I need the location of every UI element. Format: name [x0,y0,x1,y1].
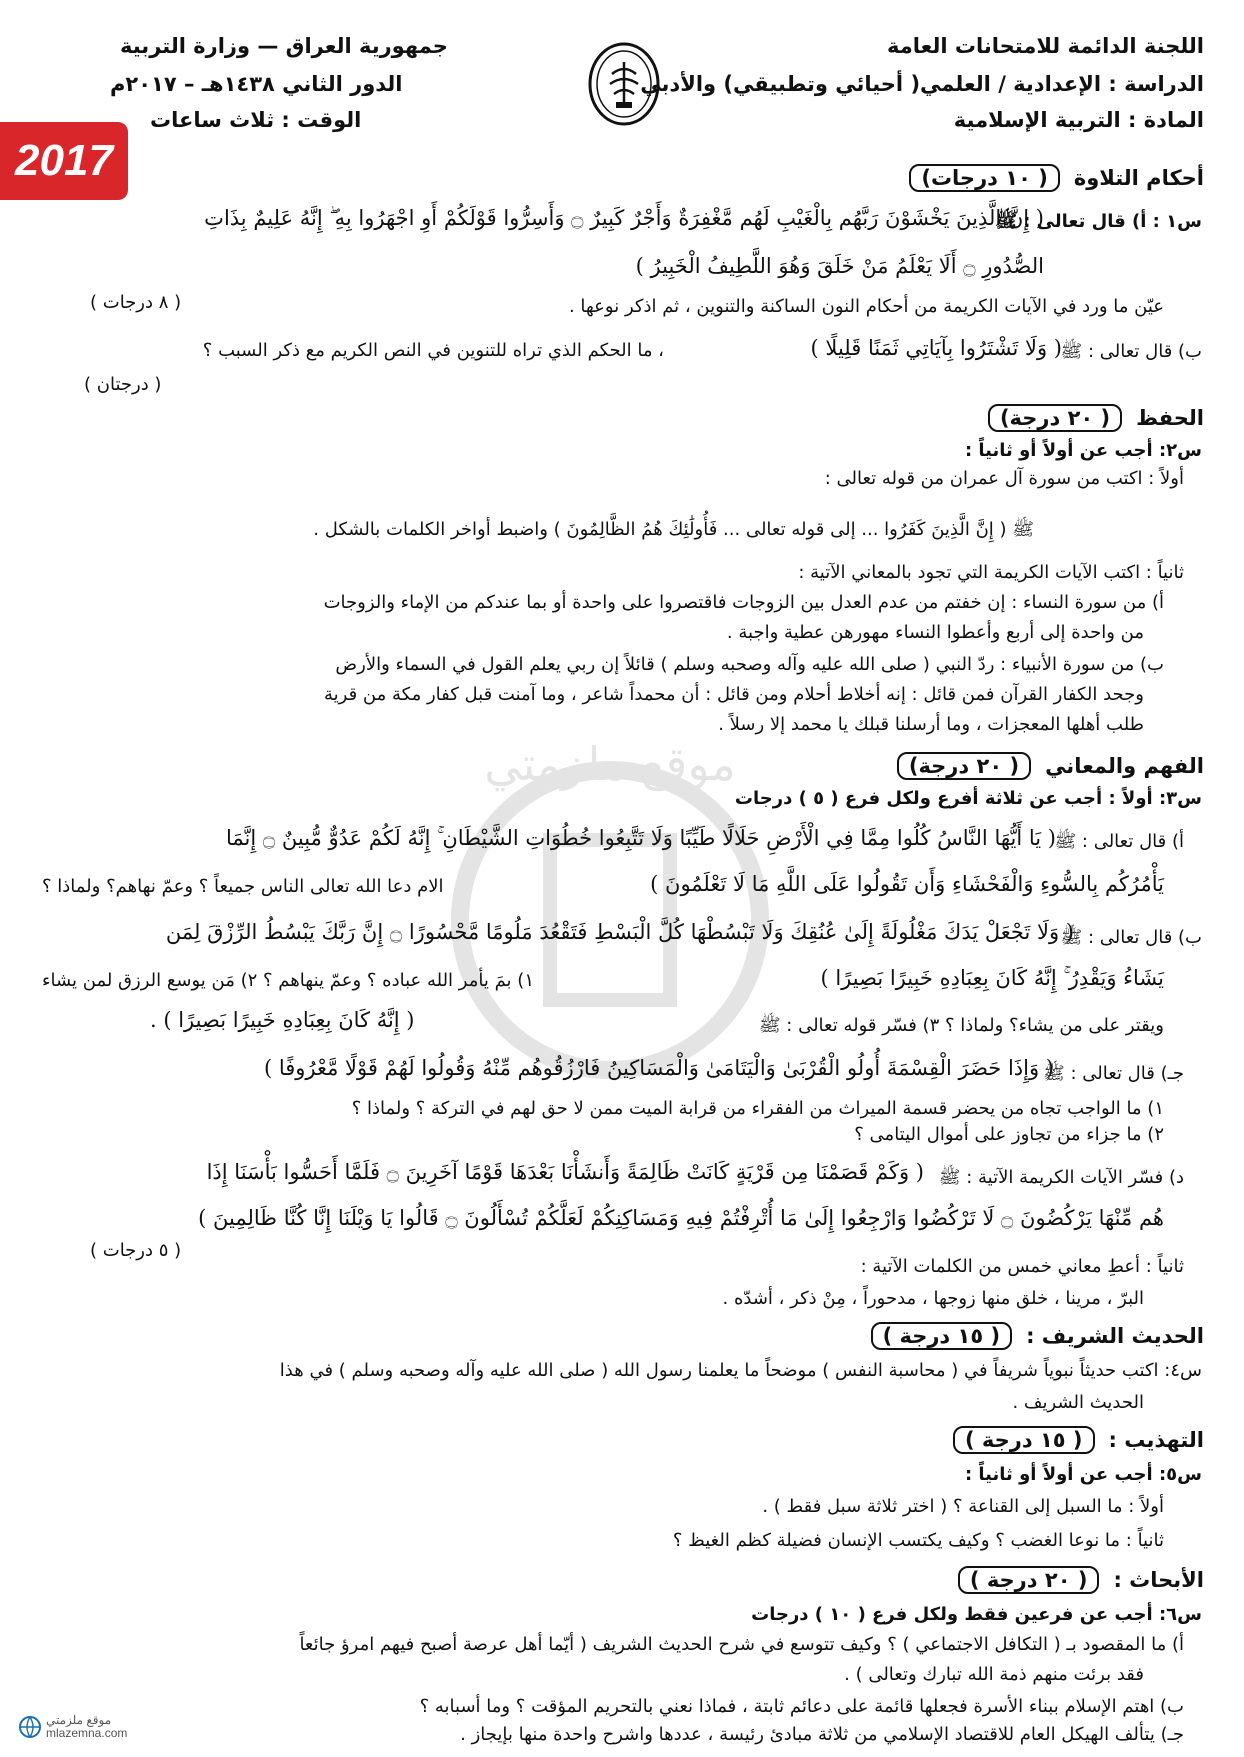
globe-icon [18,1715,42,1739]
q1a-verse-line1: ( إِنَّ الَّذِينَ يَخْشَوْنَ رَبَّهُم بِالْغَيْبِ لَهُم مَّغْفِرَةٌ وَأَجْرٌ كَبِيرٌ ۝ وَأَسِرُّوا قَوْلَكُمْ أَوِ اجْهَرُوا بِهِ ۖ إِنَّهُ عَلِيمٌ بِذَاتِ [204,206,1044,230]
q3a-task: الام دعا الله تعالى الناس جميعاً ؟ وعمّ نهاهم؟ ولماذا ؟ [42,876,444,897]
q3-second: ثانياً : أعطِ معاني خمس من الكلمات الآتية : [860,1256,1184,1277]
q3b-verse-line1: ( وَلَا تَجْعَلْ يَدَكَ مَغْلُولَةً إِلَىٰ عُنُقِكَ وَلَا تَبْسُطْهَا كُلَّ الْبَسْطِ فَتَقْعُدَ مَلُومًا مَّحْسُورًا ۝ إِنَّ رَبَّكَ يَبْسُطُ الرِّزْقَ لِمَن [165,920,1074,944]
q6-question: س٦: أجب عن فرعين فقط ولكل فرع ( ١٠ ) درجات [751,1604,1202,1625]
site-name-en: mlazemna.com [46,1726,128,1740]
subject-name: المادة : التربية الإسلامية [953,108,1204,132]
section-marks: ( ١٥ درجة ) [871,1322,1013,1350]
q3b-verse-line2: يَشَاءُ وَيَقْدِرُ ۚ إِنَّهُ كَانَ بِعِبَادِهِ خَبِيرًا بَصِيرًا ) [820,966,1164,990]
q3-question: س٣: أولاً : أجب عن ثلاثة أفرع ولكل فرع ( ٥ ) درجات [734,788,1202,809]
q6-c: جـ) يتألف الهيكل العام للاقتصاد الإسلامي من ثلاثة مبادئ رئيسة ، عددها واشرح واحدة منها بإيجاز . [460,1724,1184,1745]
q2-b-line3: طلب أهلها المعجزات ، وما أرسلنا قبلك يا محمد إلا رسلاً . [718,714,1144,735]
section-marks: ( ١٥ درجة ) [953,1426,1095,1454]
section-marks: ( ٢٠ درجة) [897,752,1031,780]
q2-a-line2: من واحدة إلى أربع وأعطوا النساء مهورهن عطية واجبة . [726,622,1144,643]
q2-b-line2: وجحد الكفار القرآن فمن قائل : إنه أخلاط أحلام ومن قائل : أن محمداً شاعر ، وما آمنت قبل كفار مكة من قرية [324,684,1144,705]
section-title-hadith: الحديث الشريف :( ١٥ درجة ) [871,1322,1204,1350]
year-badge: 2017 [0,122,128,200]
q3c-intro: جـ) قال تعالى : ﷺ [1043,1063,1184,1084]
q2-second: ثانياً : اكتب الآيات الكريمة التي تجود بالمعاني الآتية : [798,562,1184,583]
q3d-verse-line2: هُم مِّنْهَا يَرْكُضُونَ ۝ لَا تَرْكُضُوا وَارْجِعُوا إِلَىٰ مَا أُتْرِفْتُمْ فِيهِ وَمَسَاكِنِكُمْ لَعَلَّكُمْ تُسْأَلُونَ ۝ قَالُوا يَا وَيْلَنَا إِنَّا كُنَّا ظَالِمِينَ ) [198,1206,1164,1230]
q3a-intro: أ) قال تعالى : ﷺ [1054,831,1184,852]
committee-name: اللجنة الدائمة للامتحانات العامة [887,34,1204,58]
section-title-understanding: الفهم والمعاني( ٢٠ درجة) [897,752,1204,780]
q3-words: البرّ ، مرينا ، خلق منها زوجها ، مدحوراً ، مِنْ ذكر ، أشدّه . [722,1288,1144,1309]
site-watermark [430,720,790,1100]
q2-first: أولاً : اكتب من سورة آل عمران من قوله تعالى : [824,468,1184,489]
section-marks: ( ٢٠ درجة ) [958,1566,1100,1594]
q1b-marks: ( درجتان ) [84,374,162,395]
q4-line2: الحديث الشريف . [1012,1392,1144,1413]
section-marks: ( ٢٠ درجة) [988,404,1122,432]
section-title-research: الأبحاث :( ٢٠ درجة ) [958,1566,1204,1594]
study-branch: الدراسة : الإعدادية / العلمي( أحيائي وتطبيقي) والأدبي [640,72,1204,96]
section-title-memorization: الحفظ( ٢٠ درجة) [988,404,1204,432]
q1a-intro: س١ : أ) قال تعالى : ﷺ [995,211,1202,232]
q1a-marks: ( ٨ درجات ) [90,292,182,313]
watermark-text: موقع ملزمتي [484,737,736,791]
q3b-task1: ١) بمَ يأمر الله عباده ؟ وعمّ ينهاهم ؟ ٢) مَن يوسع الرزق لمن يشاء [42,970,534,991]
q1b-task: ، ما الحكم الذي تراه للتنوين في النص الكريم مع ذكر السبب ؟ [202,340,664,361]
q1a-task: عيّن ما ورد في الآيات الكريمة من أحكام النون الساكنة والتنوين ، ثم اذكر نوعها . [568,296,1164,317]
q3b-task2-verse: ( إِنَّهُ كَانَ بِعِبَادِهِ خَبِيرًا بَصِيرًا ) . [150,1008,415,1032]
q5-second: ثانياً : ما نوعا الغضب ؟ وكيف يكتسب الإنسان فضيلة كظم الغيظ ؟ [672,1530,1164,1551]
q3a-verse-line2: يَأْمُرُكُم بِالسُّوءِ وَالْفَحْشَاءِ وَأَن تَقُولُوا عَلَى اللَّهِ مَا لَا تَعْلَمُونَ ) [650,872,1164,896]
section-marks: ( ١٠ درجات) [909,164,1059,192]
q4-line1: س٤: اكتب حديثاً نبوياً شريفاً في ( محاسبة النفس ) موضحاً ما يعلمنا رسول الله ( صلى الله عليه وآله وصحبه وسلم ) في هذا [279,1360,1202,1381]
q6-b: ب) اهتم الإسلام ببناء الأسرة فجعلها قائمة على دعائم ثابتة ، فماذا نعني بالتحريم المؤقت ؟ وما أسبابه ؟ [419,1696,1184,1717]
q5-question: س٥: أجب عن أولاً أو ثانياً : [964,1464,1202,1485]
ministry-emblem-icon [586,40,662,128]
q3d-intro: د) فسّر الآيات الكريمة الآتية : ﷺ [938,1167,1184,1188]
q3b-intro: ب) قال تعالى : ﷺ [1060,927,1202,948]
q3d-verse-line1: ( وَكَمْ قَصَمْنَا مِن قَرْيَةٍ كَانَتْ ظَالِمَةً وَأَنشَأْنَا بَعْدَهَا قَوْمًا آخَرِينَ ۝ فَلَمَّا أَحَسُّوا بَأْسَنَا إِذَا [206,1160,924,1184]
q3c-task2: ٢) ما جزاء من تجاوز على أموال اليتامى ؟ [854,1124,1164,1145]
site-logo [18,1714,127,1740]
republic-ministry: جمهورية العراق — وزارة التربية [120,34,448,58]
q2-b-line1: ب) من سورة الأنبياء : ردّ النبي ( صلى الله عليه وآله وصحبه وسلم ) قائلاً إن ربي يعلم القول في السماء والأرض [335,654,1164,675]
q3a-verse-line1: ( يَا أَيُّهَا النَّاسُ كُلُوا مِمَّا فِي الْأَرْضِ حَلَالًا طَيِّبًا وَلَا تَتَّبِعُوا خُطُوَاتِ الشَّيْطَانِ ۚ إِنَّهُ لَكُمْ عَدُوٌّ مُّبِينٌ ۝ إِنَّمَا [226,826,1056,850]
q6-a-line1: أ) ما المقصود بـ ( التكافل الاجتماعي ) ؟ وكيف تتوسع في شرح الحديث الشريف ( أيّما أهل عرصة أصبح فيهم امرؤ جائعاً [299,1634,1184,1655]
q6-a-line2: فقد برئت منهم ذمة الله تبارك وتعالى ) . [844,1664,1144,1685]
exam-session: الدور الثاني ١٤٣٨هـ – ٢٠١٧م [110,72,403,96]
q5-first: أولاً : ما السبل إلى القناعة ؟ ( اختر ثلاثة سبل فقط ) . [762,1496,1164,1517]
q3b-task2: ويقتر على من يشاء؟ ولماذا ؟ ٣) فسّر قوله تعالى : ﷺ [758,1015,1164,1036]
q2-first-verse: ﷺ ( إِنَّ الَّذِينَ كَفَرُوا ... إلى قوله تعالى ... فَأُولَٰئِكَ هُمُ الظَّالِمُونَ ) واضبط أواخر الكلمات بالشكل . [313,519,1034,540]
q1b-intro: ب) قال تعالى : ﷺ [1060,341,1202,362]
q3-second-marks: ( ٥ درجات ) [90,1240,182,1261]
site-name-ar: موقع ملزمتي [46,1713,112,1727]
exam-duration: الوقت : ثلاث ساعات [150,108,362,132]
q1a-verse-line2: الصُّدُورِ ۝ أَلَا يَعْلَمُ مَنْ خَلَقَ وَهُوَ اللَّطِيفُ الْخَبِيرُ ) [635,254,1044,278]
q3c-verse: ( وَإِذَا حَضَرَ الْقِسْمَةَ أُولُو الْقُرْبَىٰ وَالْيَتَامَىٰ وَالْمَسَاكِينُ فَارْزُقُوهُم مِّنْهُ وَقُولُوا لَهُمْ قَوْلًا مَّعْرُوفًا ) [263,1056,1054,1080]
q1b-verse: ( وَلَا تَشْتَرُوا بِآيَاتِي ثَمَنًا قَلِيلًا ) [810,336,1062,360]
q2-a-line1: أ) من سورة النساء : إن خفتم من عدم العدل بين الزوجات فاقتصروا على واحدة أو بما عندكم من الإماء والزوجات [323,592,1164,613]
section-title-ethics: التهذيب :( ١٥ درجة ) [953,1426,1204,1454]
q3c-task1: ١) ما الواجب تجاه من يحضر قسمة الميراث من الفقراء من قرابة الميت ممن لا حق لهم في التركة ؟ ولماذا ؟ [351,1098,1164,1119]
q2-question: س٢: أجب عن أولاً أو ثانياً : [964,440,1202,461]
section-title-tajweed: أحكام التلاوة( ١٠ درجات) [909,164,1204,192]
